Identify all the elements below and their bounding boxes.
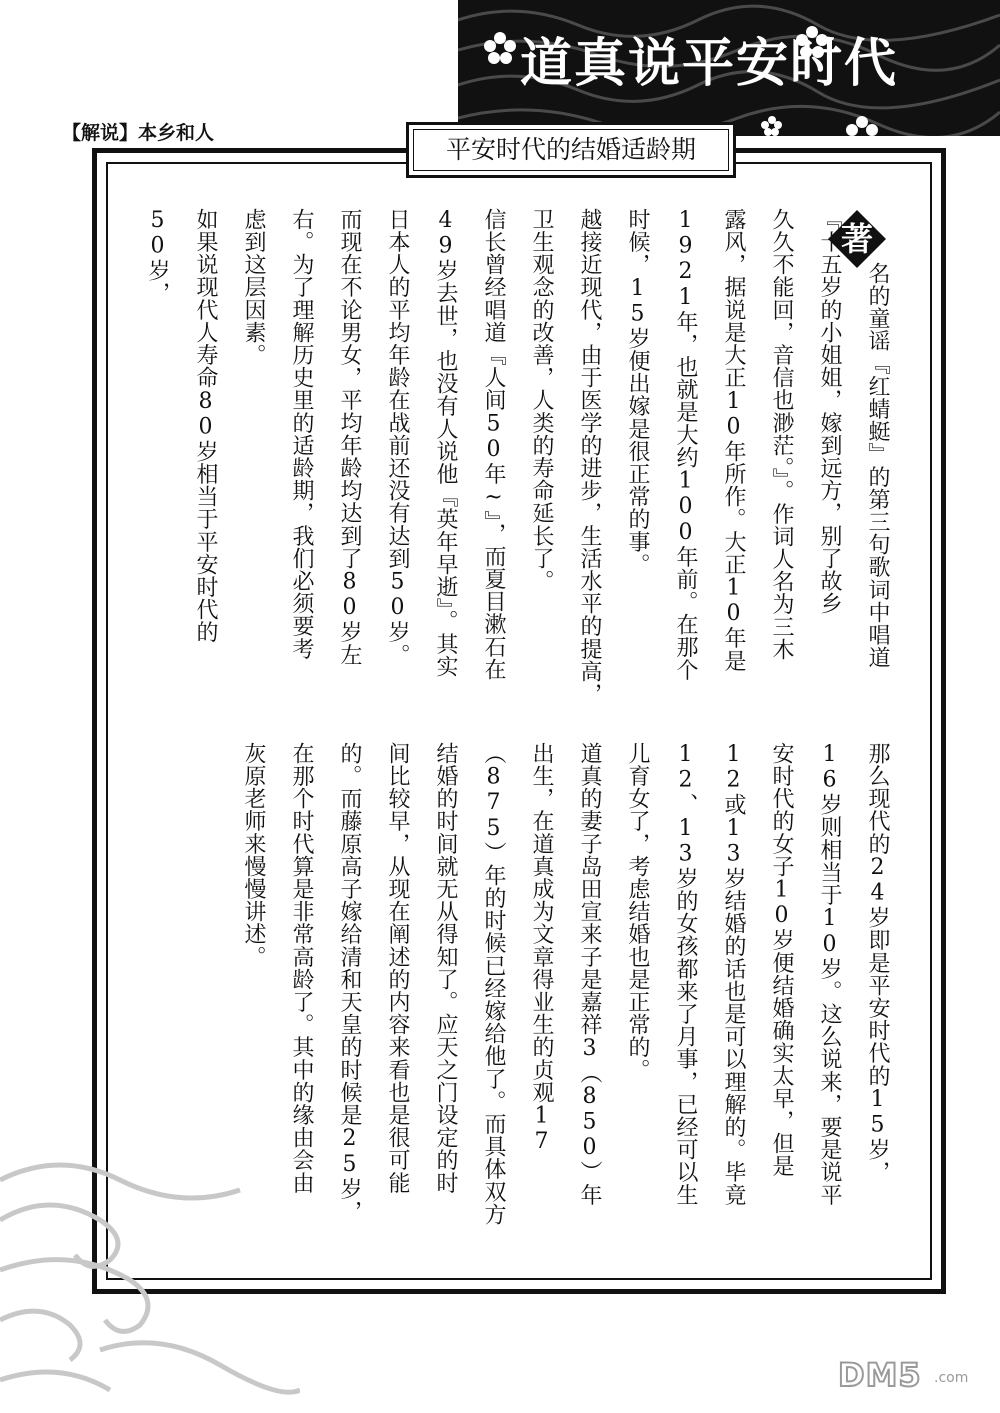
text-column: 安时代的女子10岁便结婚确实太早，但是	[769, 742, 794, 1178]
text-column: （875）年的时候已经嫁给他了。而具体双方	[481, 742, 506, 1226]
logo-text: DM5	[838, 1356, 922, 1394]
logo-suffix: .com	[934, 1370, 969, 1386]
text-column: 在那个时代算是非常高龄了。其中的缘由会由	[289, 742, 314, 1194]
text-column: 出生，在道真成为文章得业生的贞观17	[529, 742, 554, 1155]
text-column: 49岁去世，也没有人说他『英年早逝』。其实	[433, 208, 458, 678]
text-column: 而现在不论男女，平均年龄均达到了80岁左	[337, 208, 362, 666]
swirl-decoration	[0, 1150, 300, 1413]
text-column: 卫生观念的改善，人类的寿命延长了。	[529, 208, 554, 593]
text-column: 日本人的平均年龄在战前还没有达到50岁。	[385, 208, 410, 666]
text-column: 儿育女了，考虑结婚也是正常的。	[625, 742, 650, 1081]
site-logo	[838, 1356, 988, 1400]
text-column: 久久不能回，音信也渺茫。』。作词人名为三木	[769, 208, 794, 661]
inner-frame	[106, 162, 932, 1280]
text-column: 道真的妻子岛田宣来子是嘉祥3（850）年	[577, 742, 602, 1206]
text-column: 时候，15岁便出嫁是很正常的事。	[625, 208, 650, 576]
subtitle-box	[406, 122, 736, 178]
text-column: 12、13岁的女孩都来了月事，已经可以生	[673, 742, 698, 1206]
page-title: 道真说平安时代	[520, 33, 899, 94]
author-credit: 【解说】本乡和人	[62, 122, 215, 144]
text-column: 越接近现代，由于医学的进步，生活水平的提高，	[577, 208, 602, 706]
text-column: 『十五岁的小姐姐，嫁到远方，别了故乡	[817, 208, 842, 615]
text-column: 灰原老师来慢慢讲述。	[241, 742, 266, 968]
text-column: 间比较早，从现在阐述的内容来看也是很可能	[385, 742, 410, 1194]
article-subtitle: 平安时代的结婚适龄期	[445, 135, 696, 164]
text-column: 16岁则相当于10岁。这么说来，要是说平	[817, 742, 842, 1206]
text-column: 那么现代的24岁即是平安时代的15岁，	[865, 742, 890, 1184]
text-column: 信长曾经唱道『人间50年~』，而夏目漱石在	[481, 208, 506, 681]
text-column: 50岁，	[145, 208, 170, 305]
text-column: 12或13岁结婚的话也是可以理解的。毕竟	[721, 742, 746, 1206]
text-column: 虑到这层因素。	[241, 208, 266, 367]
text-column: 结婚的时间就无从得知了。应天之门设定的时	[433, 742, 458, 1194]
text-column: 右。为了理解历史里的适龄期，我们必须要考	[289, 208, 314, 660]
text-column: 名的童谣『红蜻蜓』的第三句歌词中唱道	[865, 262, 890, 669]
text-column: 1921年，也就是大约100年前。在那个	[673, 208, 698, 681]
dropcap-char: 著	[840, 220, 873, 258]
text-column: 的。而藤原高子嫁给清和天皇的时候是25岁，	[337, 742, 362, 1223]
text-column: 如果说现代人寿命80岁相当于平安时代的	[193, 208, 218, 644]
text-column: 露风，据说是大正10年所作。大正10年是	[721, 208, 746, 672]
